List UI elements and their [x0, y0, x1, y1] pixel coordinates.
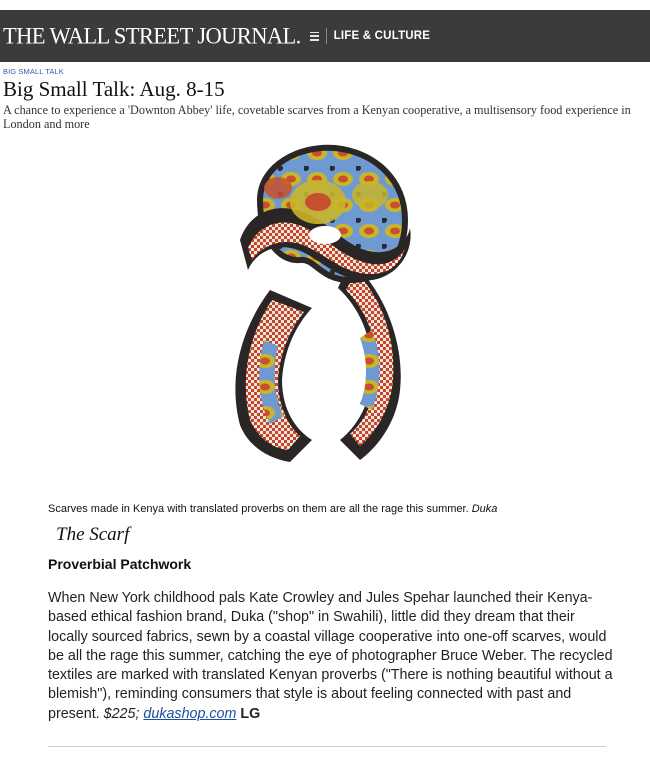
- author-initials: LG: [240, 705, 261, 722]
- caption-text: Scarves made in Kenya with translated proverbs on them are all the rage this summer.: [48, 503, 469, 515]
- scarf-photo: [200, 140, 450, 470]
- item-price: $225;: [103, 705, 140, 722]
- photo-caption: [48, 503, 497, 515]
- shop-link[interactable]: dukashop.com: [143, 705, 237, 722]
- item-title: Proverbial Patchwork: [48, 556, 192, 572]
- item-section-label: The Scarf: [56, 524, 130, 545]
- article-dek: A chance to experience a 'Downton Abbey' life, covetable scarves from a Kenyan cooperative, a multisensory food experience in London and more: [3, 103, 631, 131]
- divider-rule: [48, 746, 606, 747]
- article-headline: Big Small Talk: Aug. 8-15: [3, 77, 225, 101]
- item-body-text: When New York childhood pals Kate Crowley and Jules Spehar launched their Kenya-based ethical fashion brand, Duka ("shop" in Swahili), little did they dream that their locally sourced fabrics, sewn by a coastal village cooperative into one-off scarves, would be all the rage this summer, catching the eye of photographer Bruce Weber. The recycled textiles are marked with translated Kenyan proverbs ("There is nothing beautiful without a blemish"), reminding consumers that style is about feeling connected with past and present.: [48, 590, 613, 722]
- menu-icon[interactable]: [310, 32, 319, 41]
- wsj-masthead-logo[interactable]: THE WALL STREET JOURNAL.: [3, 22, 301, 49]
- top-navigation-bar: [0, 10, 650, 62]
- item-body: [48, 589, 613, 724]
- photo-credit: Duka: [471, 503, 498, 515]
- article-kicker[interactable]: BIG SMALL TALK: [3, 67, 64, 76]
- section-link-life-culture[interactable]: LIFE & CULTURE: [333, 30, 431, 42]
- nav-divider: [326, 28, 327, 44]
